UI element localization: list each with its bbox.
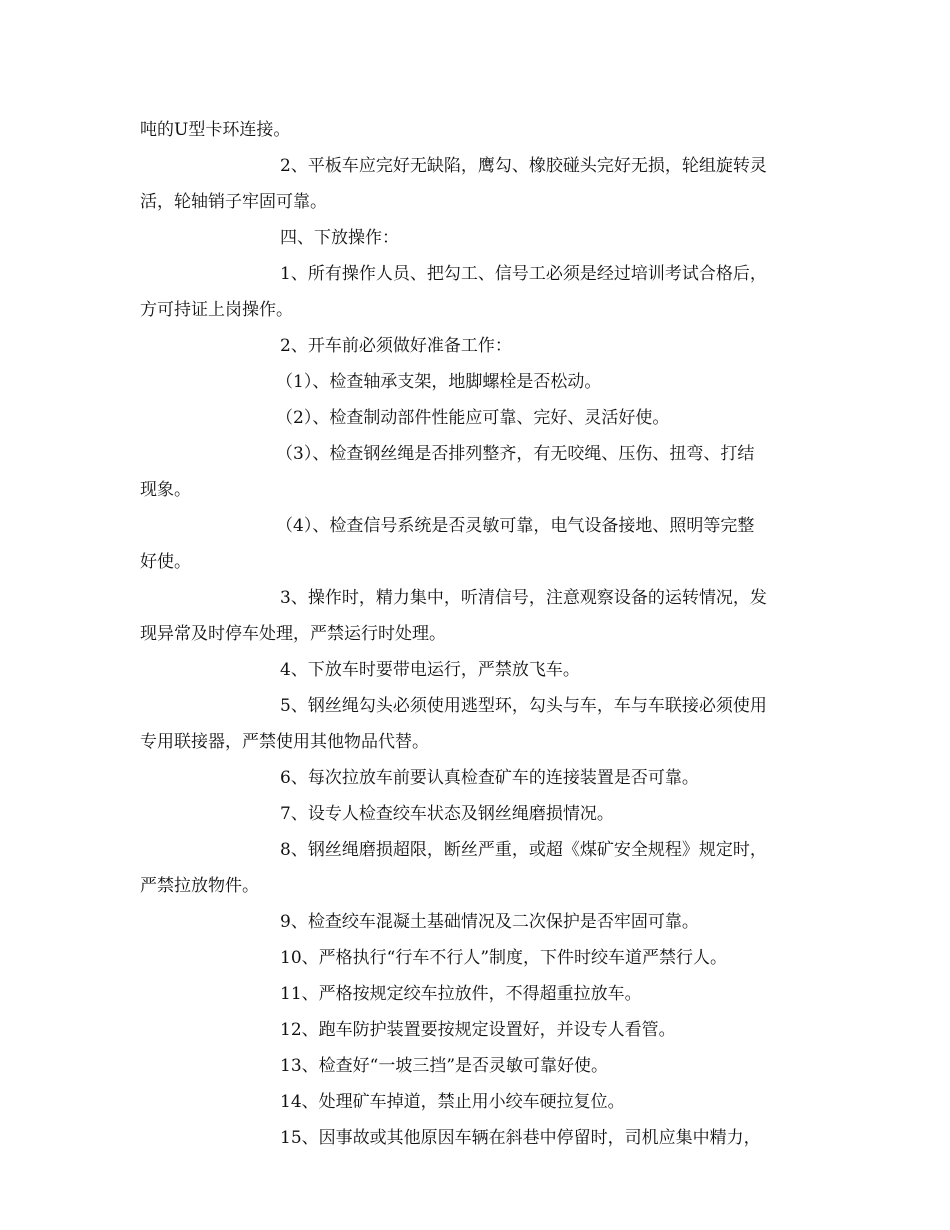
list-item-2: 2、开车前必须做好准备工作： [280, 336, 512, 356]
sub-item-1: （1）、检查轴承支架，地脚螺栓是否松动。 [276, 372, 602, 392]
list-item-8: 8、钢丝绳磨损超限，断丝严重，或超《煤矿安全规程》规定时， [280, 840, 767, 860]
sub-item-3: （3）、检查钢丝绳是否排列整齐，有无咬绳、压伤、扭弯、打结 [276, 444, 755, 464]
list-item-14: 14、处理矿车掉道，禁止用小绞车硬拉复位。 [280, 1092, 625, 1112]
section-heading: 四、下放操作： [280, 228, 399, 248]
list-item-15: 15、因事故或其他原因车辆在斜巷中停留时，司机应集中精力， [280, 1128, 761, 1148]
sub-item-4: （4）、检查信号系统是否灵敏可靠，电气设备接地、照明等完整 [276, 516, 755, 536]
text-line: 吨的U型卡环连接。 [140, 120, 291, 140]
text-line: 现象。 [140, 480, 191, 500]
list-item-6: 6、每次拉放车前要认真检查矿车的连接装置是否可靠。 [280, 768, 699, 788]
text-line: 现异常及时停车处理，严禁运行时处理。 [140, 624, 446, 644]
list-item-3: 3、操作时，精力集中，听清信号，注意观察设备的运转情况，发 [280, 588, 767, 608]
list-item-5: 5、钢丝绳勾头必须使用逃型环，勾头与车，车与车联接必须使用 [280, 696, 767, 716]
text-line: 严禁拉放物件。 [140, 876, 259, 896]
list-item-13: 13、检查好“一坡三挡”是否灵敏可靠好使。 [280, 1056, 609, 1076]
list-item-10: 10、严格执行“行车不行人”制度，下件时绞车道严禁行人。 [280, 948, 728, 968]
list-item-1: 1、所有操作人员、把勾工、信号工必须是经过培训考试合格后， [280, 264, 767, 284]
text-line: 活，轮轴销子牢固可靠。 [140, 192, 327, 212]
list-item-2: 2、平板车应完好无缺陷，鹰勾、橡胶碰头完好无损，轮组旋转灵 [280, 156, 767, 176]
list-item-9: 9、检查绞车混凝土基础情况及二次保护是否牢固可靠。 [280, 912, 699, 932]
list-item-12: 12、跑车防护装置要按规定设置好，并设专人看管。 [280, 1020, 676, 1040]
document-body [140, 112, 812, 1156]
text-line: 专用联接器，严禁使用其他物品代替。 [140, 732, 429, 752]
text-line: 好使。 [140, 552, 191, 572]
list-item-4: 4、下放车时要带电运行，严禁放飞车。 [280, 660, 580, 680]
text-line: 方可持证上岗操作。 [140, 300, 293, 320]
list-item-11: 11、严格按规定绞车拉放件，不得超重拉放车。 [280, 984, 642, 1004]
list-item-7: 7、设专人检查绞车状态及钢丝绳磨损情况。 [280, 804, 614, 824]
sub-item-2: （2）、检查制动部件性能应可靠、完好、灵活好使。 [276, 408, 670, 428]
